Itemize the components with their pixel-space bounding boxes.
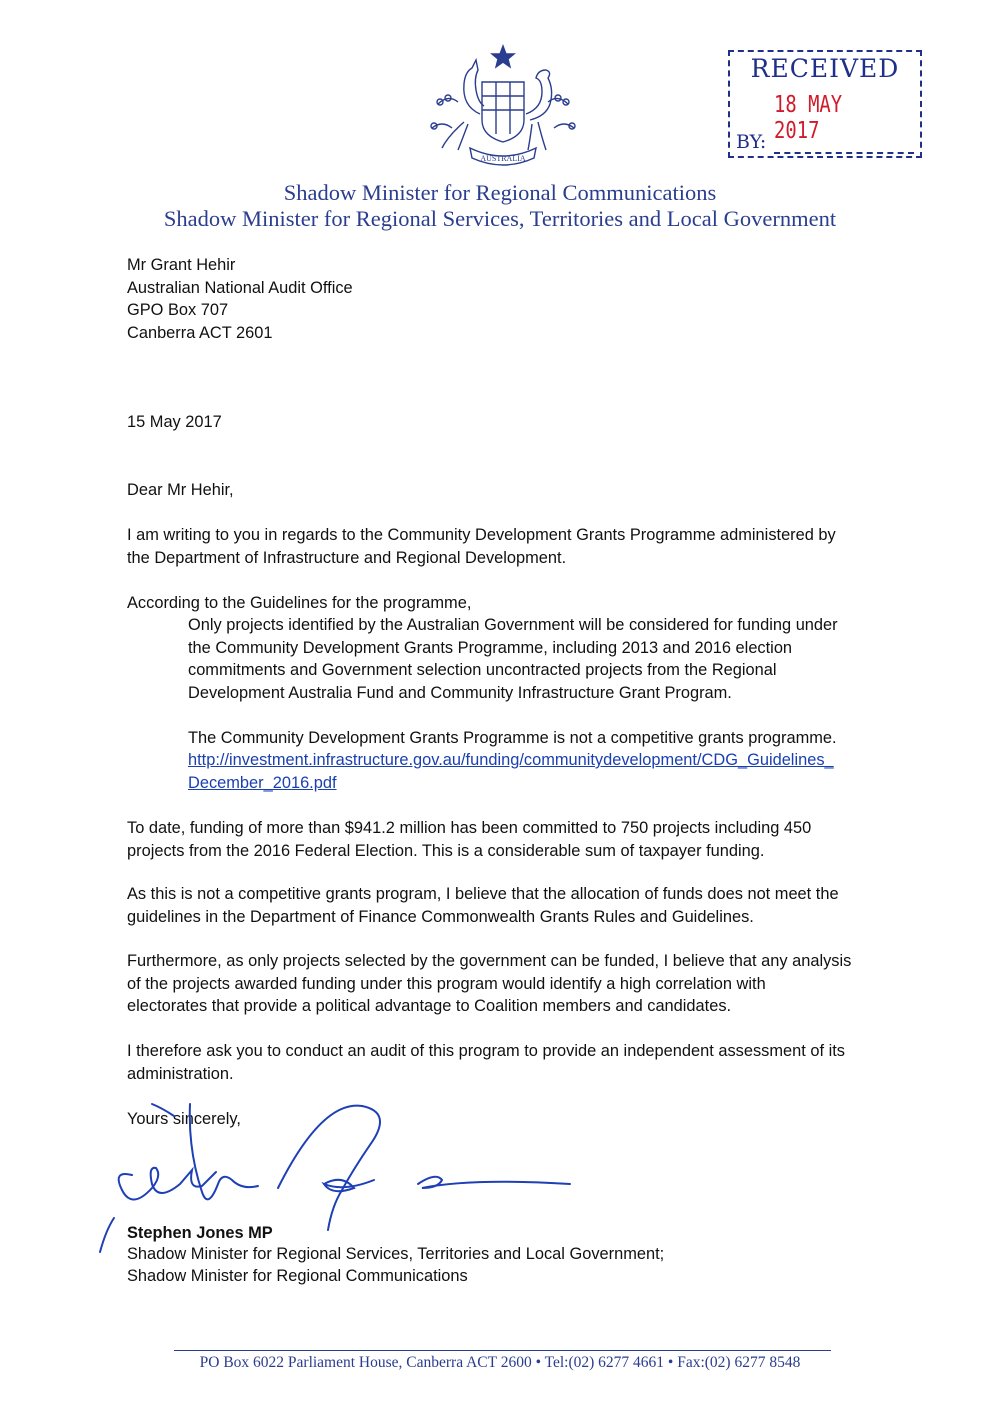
paragraph-competitive <box>127 883 839 928</box>
paragraph-line: projects from the 2016 Federal Election. This is a considerable sum of taxpayer funding. <box>127 841 765 860</box>
paragraph-line: Furthermore, as only projects selected by the government can be funded, I believe that any analysis <box>127 952 852 970</box>
paragraph-line: As this is not a competitive grants program, I believe that the allocation of funds does not meet the <box>127 885 839 903</box>
office-title-2: Shadow Minister for Regional Services, Territories and Local Government <box>163 206 837 231</box>
recipient-line: GPO Box 707 <box>127 301 229 320</box>
crest-scroll-text: AUSTRALIA <box>480 154 526 163</box>
stamp-title: RECEIVED <box>750 54 900 83</box>
signer-title-2: Shadow Minister for Regional Communications <box>127 1267 468 1285</box>
paragraph-line: To date, funding of more than $941.2 million has been committed to 750 projects including 450 <box>127 819 812 837</box>
recipient-line: Canberra ACT 2601 <box>127 323 273 342</box>
salutation: Dear Mr Hehir, <box>127 481 234 499</box>
letter-date: 15 May 2017 <box>127 413 222 431</box>
quote-line: commitments and Government selection uncontracted projects from the Regional <box>188 661 777 680</box>
guidelines-link-line[interactable]: http://investment.infrastructure.gov.au/funding/communitydevelopment/CDG_Guidelines_ <box>188 751 834 769</box>
paragraph-line: the Department of Infrastructure and Regional Development. <box>127 548 567 567</box>
office-title-1: Shadow Minister for Regional Communications <box>283 180 717 205</box>
recipient-address <box>127 254 353 344</box>
stamp-signature-line <box>774 152 914 154</box>
guidelines-link[interactable] <box>188 749 834 794</box>
stamp-date: 18 MAY 2017 <box>774 92 843 144</box>
guidelines-link-line[interactable]: December_2016.pdf <box>188 773 337 792</box>
footer-divider <box>174 1350 831 1351</box>
received-stamp <box>728 50 922 158</box>
quote-line: the Community Development Grants Programme, including 2013 and 2016 election <box>188 638 793 657</box>
paragraph-line: administration. <box>127 1064 234 1083</box>
signer-name: Stephen Jones MP <box>127 1224 273 1242</box>
paragraph-line: I am writing to you in regards to the Community Development Grants Programme administered by <box>127 526 836 544</box>
guidelines-quote <box>188 614 838 704</box>
recipient-line: Australian National Audit Office <box>127 278 353 297</box>
paragraph-line: of the projects awarded funding under this program would identify a high correlation with <box>127 974 766 993</box>
quote-line: Only projects identified by the Australian Government will be considered for funding under <box>188 616 838 634</box>
paragraph-funding <box>127 817 811 862</box>
stamp-by-label: BY: <box>736 131 767 153</box>
signer-title-1: Shadow Minister for Regional Services, Territories and Local Government; <box>127 1245 665 1263</box>
paragraph-line: guidelines in the Department of Finance Commonwealth Grants Rules and Guidelines. <box>127 907 754 926</box>
guidelines-intro: According to the Guidelines for the programme, <box>127 594 472 612</box>
guidelines-quote-2: The Community Development Grants Programme is not a competitive grants programme. <box>188 729 837 747</box>
coat-of-arms-logo <box>418 44 588 174</box>
paragraph-correlation <box>127 950 851 1018</box>
quote-line: Development Australia Fund and Community Infrastructure Grant Program. <box>188 683 732 702</box>
closing: Yours sincerely, <box>127 1110 241 1128</box>
recipient-line: Mr Grant Hehir <box>127 256 236 274</box>
paragraph-request <box>127 1040 845 1085</box>
paragraph-line: I therefore ask you to conduct an audit of this program to provide an independent assessment of its <box>127 1042 845 1060</box>
paragraph-line: electorates that provide a political advantage to Coalition members and candidates. <box>127 997 732 1016</box>
paragraph-intro <box>127 524 836 569</box>
footer-contact: PO Box 6022 Parliament House, Canberra ACT 2600 • Tel:(02) 6277 4661 • Fax:(02) 6277 8548 <box>199 1354 801 1371</box>
